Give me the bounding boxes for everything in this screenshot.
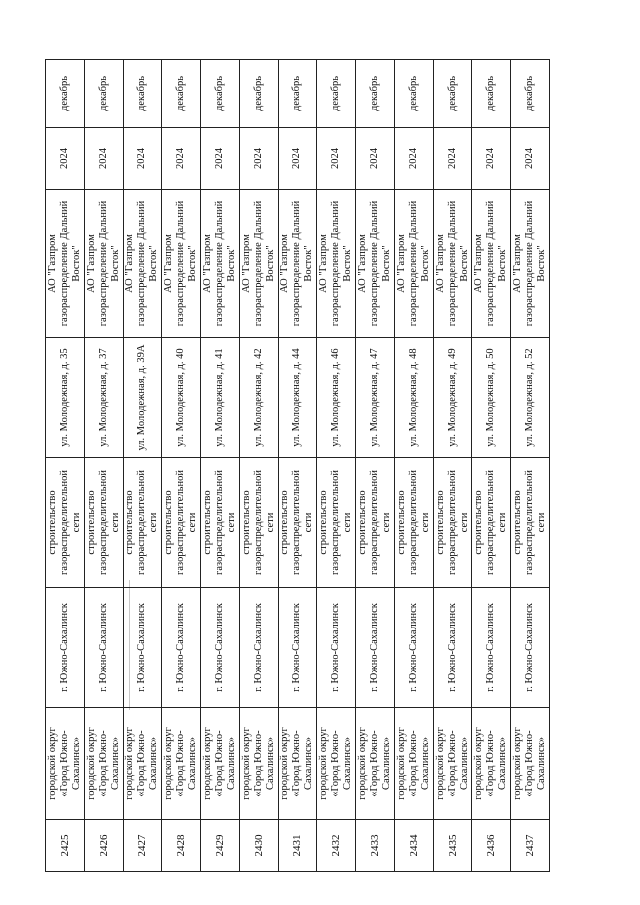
address-cell: ул. Молодежная, д. 39А (123, 338, 162, 458)
organization-cell: АО "Газпром газораспределение Дальний Восток" (123, 190, 162, 338)
city-cell: г. Южно-Сахалинск (239, 588, 278, 708)
city-cell: г. Южно-Сахалинск (123, 588, 162, 708)
row-number-cell: 2428 (162, 820, 201, 872)
year-cell: 2024 (472, 128, 511, 190)
month-cell: декабрь (511, 60, 550, 128)
district-cell: городской округ «Город Южно-Сахалинск» (278, 708, 317, 820)
table-row (356, 60, 395, 872)
work-type-cell: строительство газораспределительной сети (394, 458, 433, 588)
address-cell: ул. Молодежная, д. 40 (162, 338, 201, 458)
address-cell: ул. Молодежная, д. 35 (46, 338, 85, 458)
work-type-cell: строительство газораспределительной сети (46, 458, 85, 588)
table-row (317, 60, 356, 872)
address-cell: ул. Молодежная, д. 42 (239, 338, 278, 458)
row-number-cell: 2429 (201, 820, 240, 872)
rotated-page (45, 60, 550, 872)
organization-cell: АО "Газпром газораспределение Дальний Восток" (239, 190, 278, 338)
row-number-cell: 2426 (84, 820, 123, 872)
year-cell: 2024 (84, 128, 123, 190)
work-type-cell: строительство газораспределительной сети (511, 458, 550, 588)
month-cell: декабрь (394, 60, 433, 128)
district-cell: городской округ «Город Южно-Сахалинск» (201, 708, 240, 820)
row-number-cell: 2430 (239, 820, 278, 872)
work-type-cell: строительство газораспределительной сети (317, 458, 356, 588)
table-row (472, 60, 511, 872)
address-cell: ул. Молодежная, д. 41 (201, 338, 240, 458)
district-cell: городской округ «Город Южно-Сахалинск» (123, 708, 162, 820)
month-cell: декабрь (84, 60, 123, 128)
table-row (278, 60, 317, 872)
city-cell: г. Южно-Сахалинск (394, 588, 433, 708)
organization-cell: АО "Газпром газораспределение Дальний Восток" (46, 190, 85, 338)
year-cell: 2024 (239, 128, 278, 190)
table-row (162, 60, 201, 872)
work-type-cell: строительство газораспределительной сети (123, 458, 162, 588)
organization-cell: АО "Газпром газораспределение Дальний Восток" (356, 190, 395, 338)
table-body (46, 60, 550, 872)
year-cell: 2024 (46, 128, 85, 190)
row-number-cell: 2427 (123, 820, 162, 872)
district-cell: городской округ «Город Южно-Сахалинск» (317, 708, 356, 820)
city-cell: г. Южно-Сахалинск (162, 588, 201, 708)
year-cell: 2024 (162, 128, 201, 190)
month-cell: декабрь (472, 60, 511, 128)
month-cell: декабрь (356, 60, 395, 128)
address-cell: ул. Молодежная, д. 47 (356, 338, 395, 458)
table-row (201, 60, 240, 872)
address-cell: ул. Молодежная, д. 37 (84, 338, 123, 458)
city-cell: г. Южно-Сахалинск (356, 588, 395, 708)
row-number-cell: 2434 (394, 820, 433, 872)
month-cell: декабрь (433, 60, 472, 128)
year-cell: 2024 (278, 128, 317, 190)
organization-cell: АО "Газпром газораспределение Дальний Восток" (472, 190, 511, 338)
year-cell: 2024 (394, 128, 433, 190)
city-cell: г. Южно-Сахалинск (317, 588, 356, 708)
row-number-cell: 2432 (317, 820, 356, 872)
table-row (239, 60, 278, 872)
district-cell: городской округ «Город Южно-Сахалинск» (394, 708, 433, 820)
year-cell: 2024 (317, 128, 356, 190)
city-cell: г. Южно-Сахалинск (511, 588, 550, 708)
month-cell: декабрь (46, 60, 85, 128)
year-cell: 2024 (201, 128, 240, 190)
table-row (46, 60, 85, 872)
organization-cell: АО "Газпром газораспределение Дальний Восток" (511, 190, 550, 338)
organization-cell: АО "Газпром газораспределение Дальний Восток" (278, 190, 317, 338)
city-cell: г. Южно-Сахалинск (472, 588, 511, 708)
gasification-table (45, 59, 550, 872)
district-cell: городской округ «Город Южно-Сахалинск» (84, 708, 123, 820)
district-cell: городской округ «Город Южно-Сахалинск» (46, 708, 85, 820)
month-cell: декабрь (123, 60, 162, 128)
organization-cell: АО "Газпром газораспределение Дальний Восток" (201, 190, 240, 338)
table-row (123, 60, 162, 872)
year-cell: 2024 (511, 128, 550, 190)
organization-cell: АО "Газпром газораспределение Дальний Восток" (394, 190, 433, 338)
row-number-cell: 2437 (511, 820, 550, 872)
address-cell: ул. Молодежная, д. 49 (433, 338, 472, 458)
row-number-cell: 2436 (472, 820, 511, 872)
address-cell: ул. Молодежная, д. 46 (317, 338, 356, 458)
row-number-cell: 2435 (433, 820, 472, 872)
table-row (433, 60, 472, 872)
month-cell: декабрь (317, 60, 356, 128)
year-cell: 2024 (356, 128, 395, 190)
work-type-cell: строительство газораспределительной сети (162, 458, 201, 588)
work-type-cell: строительство газораспределительной сети (84, 458, 123, 588)
city-cell: г. Южно-Сахалинск (84, 588, 123, 708)
district-cell: городской округ «Город Южно-Сахалинск» (162, 708, 201, 820)
table-row (394, 60, 433, 872)
month-cell: декабрь (162, 60, 201, 128)
table-row (511, 60, 550, 872)
address-cell: ул. Молодежная, д. 44 (278, 338, 317, 458)
row-number-cell: 2425 (46, 820, 85, 872)
city-cell: г. Южно-Сахалинск (278, 588, 317, 708)
district-cell: городской округ «Город Южно-Сахалинск» (472, 708, 511, 820)
address-cell: ул. Молодежная, д. 48 (394, 338, 433, 458)
work-type-cell: строительство газораспределительной сети (201, 458, 240, 588)
table-row (84, 60, 123, 872)
month-cell: декабрь (239, 60, 278, 128)
year-cell: 2024 (123, 128, 162, 190)
city-cell: г. Южно-Сахалинск (201, 588, 240, 708)
year-cell: 2024 (433, 128, 472, 190)
month-cell: декабрь (278, 60, 317, 128)
work-type-cell: строительство газораспределительной сети (356, 458, 395, 588)
organization-cell: АО "Газпром газораспределение Дальний Восток" (433, 190, 472, 338)
city-cell: г. Южно-Сахалинск (433, 588, 472, 708)
organization-cell: АО "Газпром газораспределение Дальний Восток" (317, 190, 356, 338)
work-type-cell: строительство газораспределительной сети (472, 458, 511, 588)
organization-cell: АО "Газпром газораспределение Дальний Восток" (84, 190, 123, 338)
address-cell: ул. Молодежная, д. 52 (511, 338, 550, 458)
district-cell: городской округ «Город Южно-Сахалинск» (433, 708, 472, 820)
month-cell: декабрь (201, 60, 240, 128)
district-cell: городской округ «Город Южно-Сахалинск» (356, 708, 395, 820)
district-cell: городской округ «Город Южно-Сахалинск» (511, 708, 550, 820)
work-type-cell: строительство газораспределительной сети (278, 458, 317, 588)
district-cell: городской округ «Город Южно-Сахалинск» (239, 708, 278, 820)
work-type-cell: строительство газораспределительной сети (239, 458, 278, 588)
row-number-cell: 2431 (278, 820, 317, 872)
organization-cell: АО "Газпром газораспределение Дальний Восток" (162, 190, 201, 338)
city-cell: г. Южно-Сахалинск (46, 588, 85, 708)
work-type-cell: строительство газораспределительной сети (433, 458, 472, 588)
row-number-cell: 2433 (356, 820, 395, 872)
address-cell: ул. Молодежная, д. 50 (472, 338, 511, 458)
